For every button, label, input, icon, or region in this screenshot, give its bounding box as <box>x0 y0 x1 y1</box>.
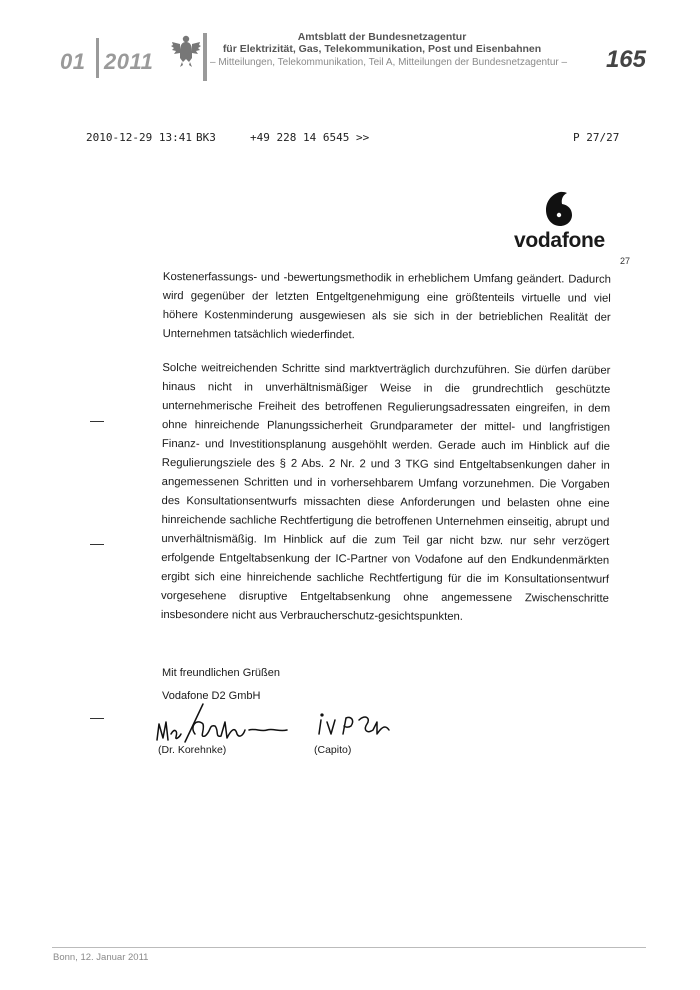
issue-year: 2011 <box>104 49 154 74</box>
issue-separator <box>96 38 99 78</box>
handwritten-signatures <box>145 700 415 770</box>
gazette-title-line-1: Amtsblatt der Bundesnetzagentur <box>297 31 467 43</box>
body-paragraph-2: Solche weitreichenden Schritte sind marktverträglich durchzuführen. Sie dürfen darüber hinaus nicht in unverhältnismäßiger Weise in die grundrechtlich geschützte unternehmerische Freiheit des betroffenen Regulierungsadressaten eingreifen, in dem ohne hinreichende Planungssicherheit Grundparameter der mittel- und langfristigen Finanz- und Investitionsplanung ausgehöhlt werden. Gerade auch im Hinblick auf die Regulierungsziele des § 2 Abs. 2 Nr. 2 und 3 TKG sind Entgeltabsenkungen daher in angemessenen Schritten und in vorhersehbarem Umfang vorzunehmen. Die Vorgaben des Konsultationsentwurfs missachten diese Anforderungen und belasten ohne eine hinreichende sachliche Rechtfertigung die betroffenen Unternehmen einseitig, abrupt und unverhältnismäßig. Im Hinblick auf die zum Teil gar nicht bzw. nur sehr verzögert erfolgende Entgeltabsenkung der IC-Partner von Vodafone auf den Endkundenmärkten ergibt sich eine hinreichende sachliche Rechtfertigung für die im Konsultationsentwurf vorgesehene disruptive Entgeltabsenkung ohne angemessene Zwischenschritte insbesondere nicht aus Verbraucherschutz-gesichtspunkten. <box>160 361 611 623</box>
footer-rule <box>52 947 646 948</box>
signatory-left: (Dr. Korehnke) <box>158 744 227 756</box>
fax-page-marker: 27 <box>620 256 631 266</box>
vodafone-wordmark: vodafone <box>514 229 605 252</box>
fax-timestamp: 2010-12-29 13:41 <box>86 131 192 144</box>
fax-page-count: P 27/27 <box>573 131 620 144</box>
gazette-title-line-2: für Elektrizität, Gas, Telekommunikation, Post und Eisenbahnen <box>222 43 542 55</box>
margin-mark <box>90 421 104 422</box>
footer-place-date: Bonn, 12. Januar 2011 <box>53 952 149 963</box>
letter-body <box>161 268 611 643</box>
page-number: 165 <box>605 46 646 73</box>
federal-eagle-icon <box>170 33 202 69</box>
vodafone-speechmark-icon <box>536 188 580 232</box>
issue-number: 01 <box>60 49 86 74</box>
closing-salutation: Mit freundlichen Grüßen <box>162 667 280 679</box>
signatory-right: (Capito) <box>314 744 352 756</box>
fax-phone: +49 228 14 6545 >> <box>250 131 370 144</box>
body-paragraph-1: Kostenerfassungs- und -bewertungsmethodik in erheblichem Umfang geändert. Dadurch wird gegenüber der letzten Entgeltgenehmigung eine größtenteils virtuelle und viel höhere Kostenminderung ausgewiesen als sie sich in der betrieblichen Realität der Unternehmen tatsächlich wiederfindet. <box>162 270 611 342</box>
margin-mark <box>90 544 104 545</box>
gazette-title <box>212 31 552 55</box>
gazette-subtitle: – Mitteilungen, Telekommunikation, Teil A, Mitteilungen der Bundesnetzagentur – <box>210 57 568 68</box>
fax-sender-code: BK3 <box>196 131 216 144</box>
margin-mark <box>90 718 104 719</box>
closing-company: Vodafone D2 GmbH <box>162 690 261 702</box>
masthead-bar <box>203 33 207 81</box>
